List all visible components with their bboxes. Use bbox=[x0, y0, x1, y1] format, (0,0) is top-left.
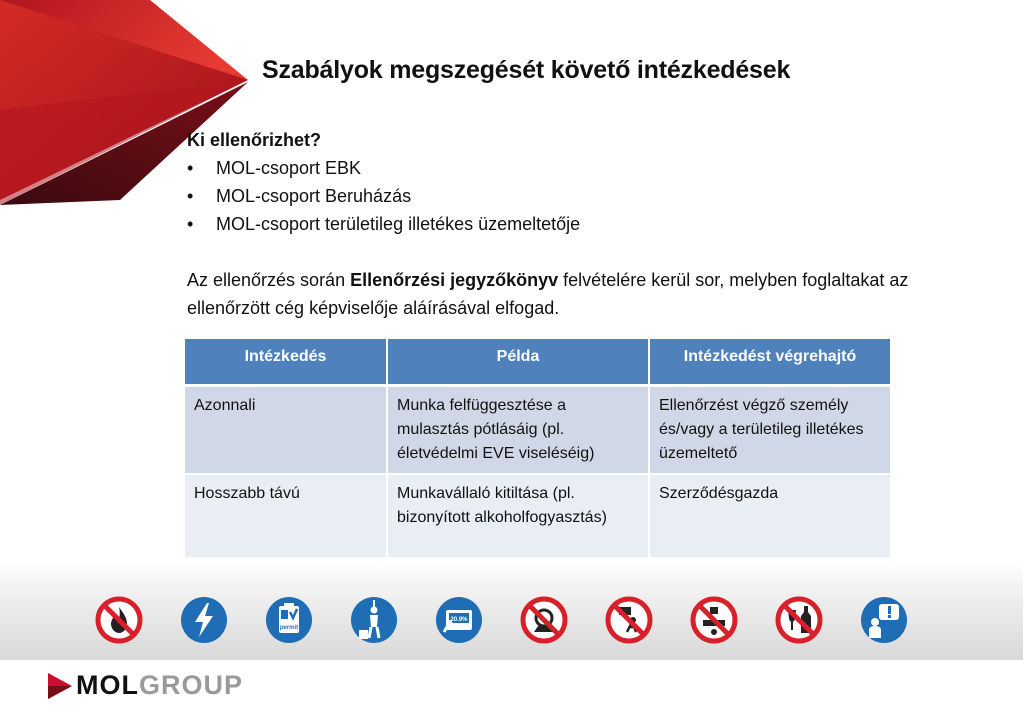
fall-protection-icon bbox=[350, 596, 398, 644]
electricity-warning-icon bbox=[180, 596, 228, 644]
header-executor: Intézkedést végrehajtó bbox=[649, 339, 890, 385]
list-item: • MOL-csoport területileg illetékes üzemeltetője bbox=[187, 210, 927, 238]
table-cell: Munkavállaló kitiltása (pl. bizonyított alkoholfogyasztás) bbox=[387, 474, 649, 558]
mol-group-logo bbox=[48, 670, 243, 701]
no-fire-icon bbox=[95, 596, 143, 644]
table-cell: Ellenőrzést végző személy és/vagy a területileg illetékes üzemeltető bbox=[649, 385, 890, 474]
who-can-inspect-list bbox=[187, 154, 927, 238]
table-row bbox=[185, 474, 890, 558]
measures-table bbox=[185, 339, 890, 559]
who-can-inspect-heading: Ki ellenőrizhet? bbox=[187, 130, 322, 150]
no-alcohol-icon bbox=[775, 596, 823, 644]
paragraph-text-start: Az ellenőrzés során bbox=[187, 270, 351, 290]
table-row bbox=[185, 385, 890, 474]
inspection-paragraph bbox=[187, 266, 927, 322]
table-header-row bbox=[185, 339, 890, 385]
logo-text-primary: MOL bbox=[76, 670, 139, 700]
slide-content bbox=[187, 126, 927, 322]
slide-title: Szabályok megszegését követő intézkedések bbox=[262, 56, 791, 84]
paragraph-bold-term: Ellenőrzési jegyzőkönyv bbox=[350, 270, 559, 290]
header-example: Példa bbox=[387, 339, 649, 385]
report-hazard-icon bbox=[860, 596, 908, 644]
table-cell: Munka felfüggesztése a mulasztás pótlásáig (pl. életvédelmi EVE viseléséig) bbox=[387, 385, 649, 474]
list-item: • MOL-csoport Beruházás bbox=[187, 182, 927, 210]
list-item: • MOL-csoport EBK bbox=[187, 154, 927, 182]
no-bypass-icon bbox=[520, 596, 568, 644]
gas-detector-icon bbox=[435, 596, 483, 644]
paragraph-text-end: felvételére kerül sor, melyben foglaltakat az ellenőrzött cég képviselője aláírásával elfogad. bbox=[187, 270, 909, 318]
permit-label: permit bbox=[279, 625, 299, 631]
mol-logo-mark-icon bbox=[48, 673, 72, 699]
table-cell: Szerződésgazda bbox=[649, 474, 890, 558]
header-measure: Intézkedés bbox=[185, 339, 387, 385]
table-cell: Azonnali bbox=[185, 385, 387, 474]
no-drugs-icon bbox=[690, 596, 738, 644]
work-permit-icon bbox=[265, 596, 313, 644]
no-walking-under-load-icon bbox=[605, 596, 653, 644]
logo-text-secondary: GROUP bbox=[139, 670, 244, 700]
safety-icons-row bbox=[95, 596, 935, 646]
table-cell: Hosszabb távú bbox=[185, 474, 387, 558]
gas-reading-label: 20.9% bbox=[450, 617, 468, 623]
